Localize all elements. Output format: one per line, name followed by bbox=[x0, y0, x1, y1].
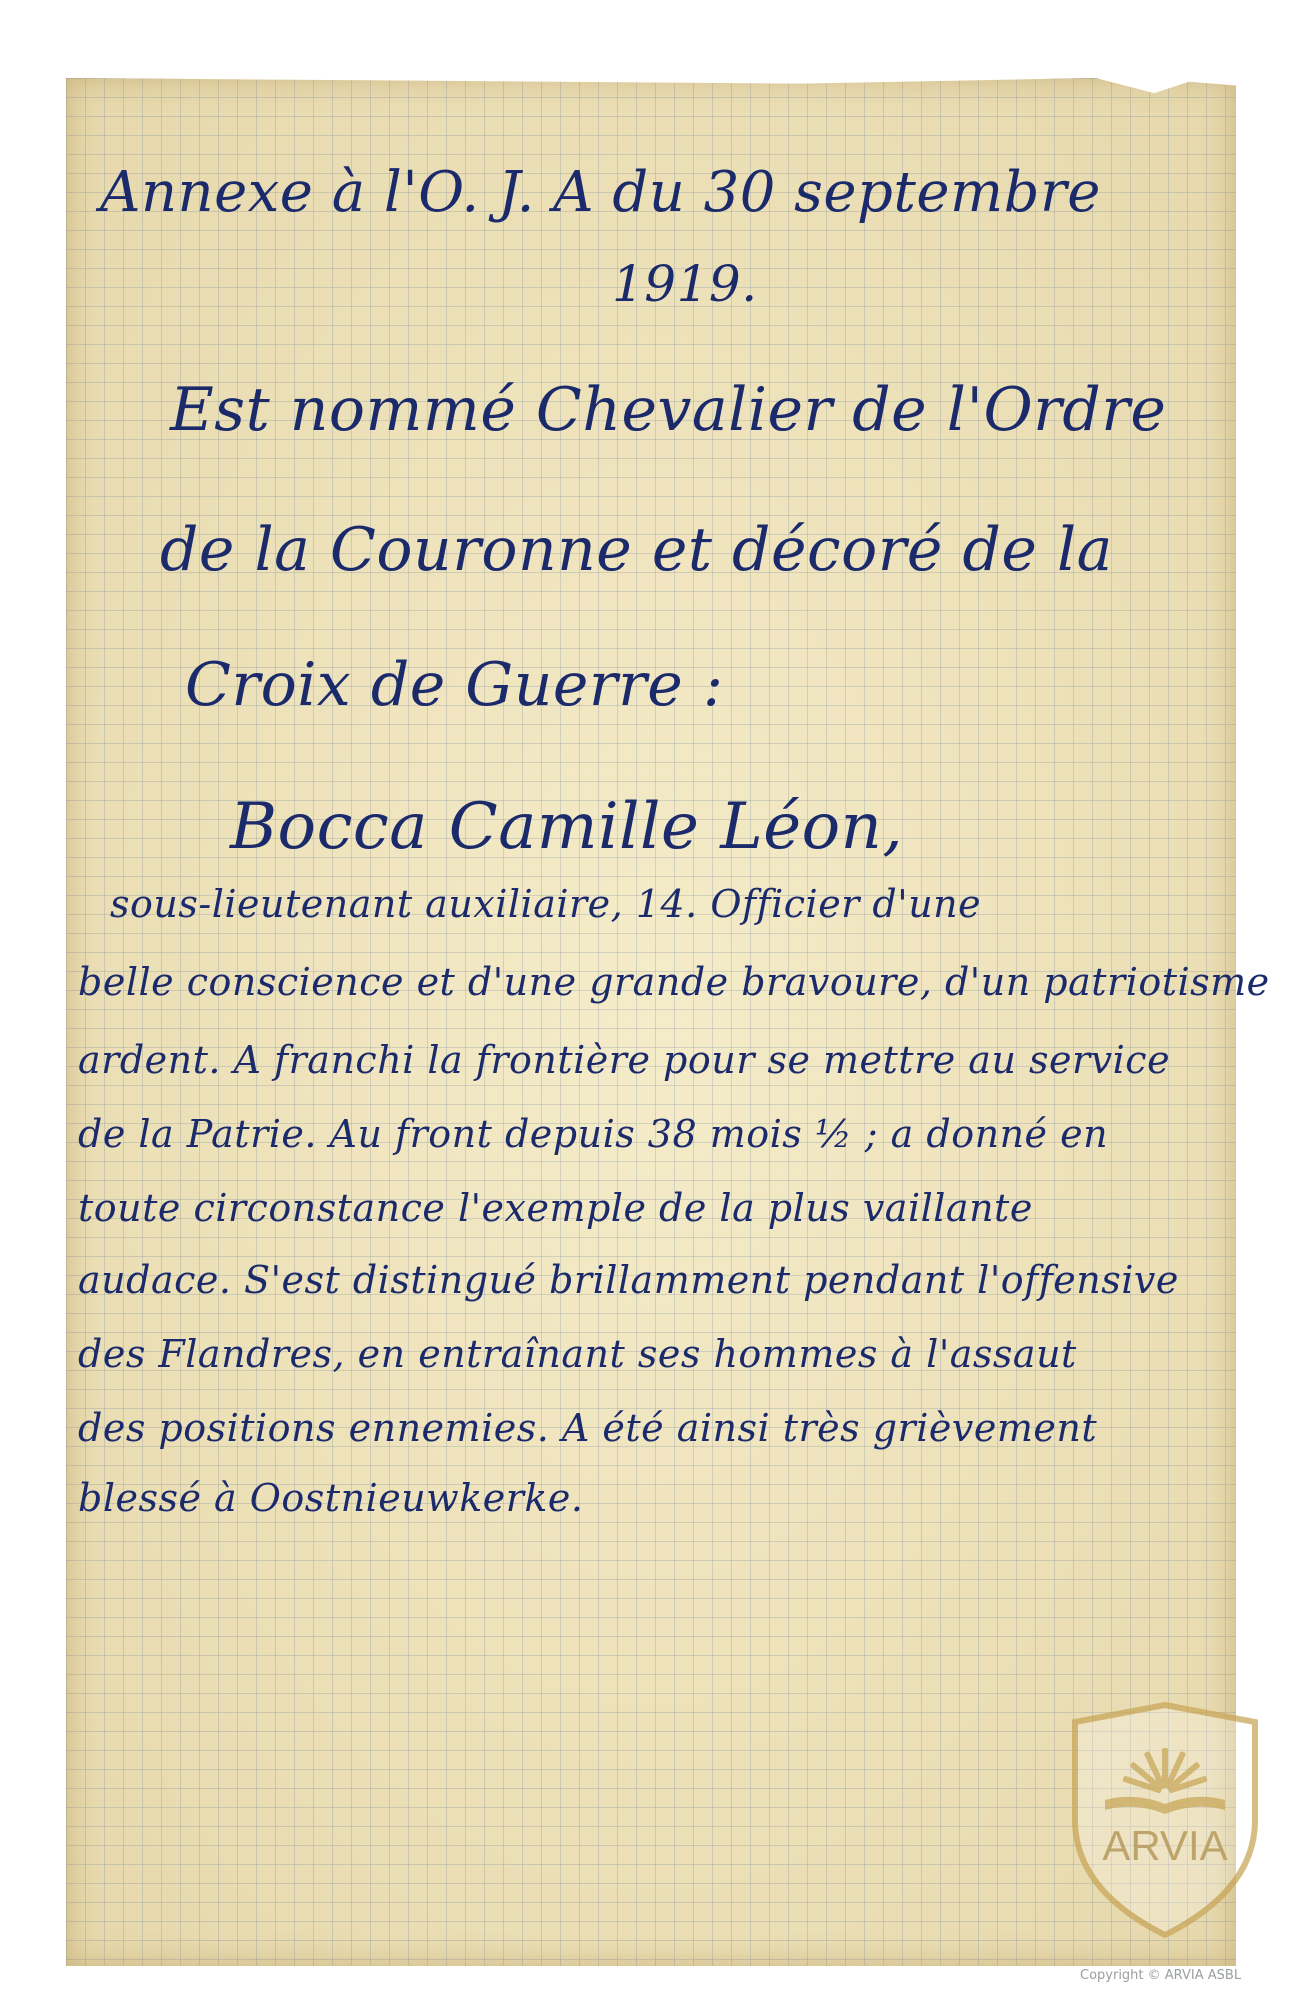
header-line: Annexe à l'O. J. A du 30 septembre bbox=[100, 160, 1101, 225]
shield-outline bbox=[1075, 1705, 1255, 1935]
body-line-3: ardent. A franchi la frontière pour se mettre au service bbox=[78, 1038, 1171, 1082]
honoree-name: Bocca Camille Léon, bbox=[230, 790, 904, 864]
logo-text: ARVIA bbox=[1102, 1822, 1228, 1869]
body-line-7: des Flandres, en entraînant ses hommes à l'assaut bbox=[78, 1332, 1077, 1376]
title-line-1: Est nommé Chevalier de l'Ordre bbox=[170, 375, 1167, 445]
body-line-2: belle conscience et d'une grande bravoure, d'un patriotisme bbox=[78, 960, 1270, 1004]
title-line-2: de la Couronne et décoré de la bbox=[160, 515, 1113, 585]
header-year: 1919. bbox=[612, 255, 758, 313]
arvia-shield-logo bbox=[1065, 1700, 1265, 1940]
body-line-5: toute circonstance l'exemple de la plus vaillante bbox=[78, 1186, 1033, 1230]
copyright-notice: Copyright © ARVIA ASBL bbox=[1080, 1968, 1242, 1983]
body-line-4: de la Patrie. Au front depuis 38 mois ½ ; a donné en bbox=[78, 1112, 1109, 1156]
paper-sheet bbox=[66, 78, 1236, 1966]
body-line-6: audace. S'est distingué brillamment pendant l'offensive bbox=[78, 1258, 1179, 1302]
body-line-9: blessé à Oostnieuwkerke. bbox=[78, 1476, 584, 1520]
body-line-8: des positions ennemies. A été ainsi très grièvement bbox=[78, 1406, 1098, 1450]
body-line-1: sous-lieutenant auxiliaire, 14. Officier d'une bbox=[110, 882, 982, 926]
title-line-3: Croix de Guerre : bbox=[185, 650, 724, 720]
